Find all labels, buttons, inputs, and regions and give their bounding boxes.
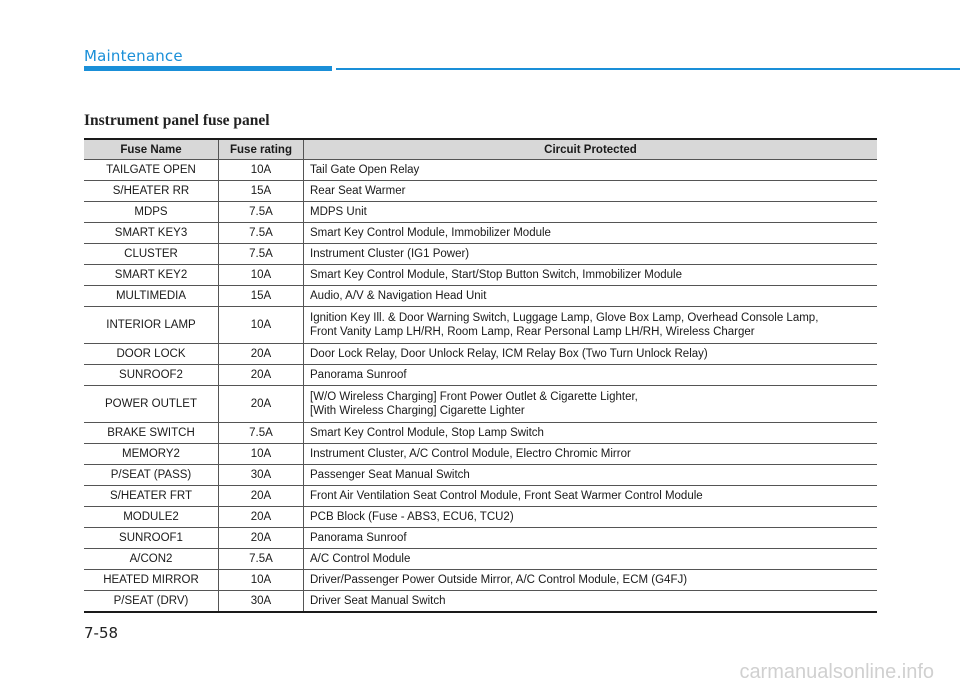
circuit-line: Rear Seat Warmer (310, 185, 406, 197)
fuse-rating-cell: 7.5A (219, 223, 304, 244)
circuit-protected-cell (304, 507, 878, 528)
fuse-name-cell: DOOR LOCK (84, 344, 219, 365)
fuse-rating-cell: 20A (219, 365, 304, 386)
circuit-protected-cell (304, 528, 878, 549)
table-row (84, 223, 877, 244)
fuse-rating-cell: 15A (219, 181, 304, 202)
circuit-protected-cell (304, 307, 878, 344)
circuit-protected-cell (304, 265, 878, 286)
table-header-row (84, 139, 877, 160)
circuit-protected-cell (304, 444, 878, 465)
circuit-line: Door Lock Relay, Door Unlock Relay, ICM Relay Box (Two Turn Unlock Relay) (310, 348, 708, 360)
circuit-protected-cell (304, 344, 878, 365)
circuit-protected-cell (304, 365, 878, 386)
circuit-line: PCB Block (Fuse - ABS3, ECU6, TCU2) (310, 511, 514, 523)
fuse-name-cell: BRAKE SWITCH (84, 423, 219, 444)
circuit-line: Instrument Cluster, A/C Control Module, Electro Chromic Mirror (310, 448, 631, 460)
circuit-line: MDPS Unit (310, 206, 367, 218)
column-header-fuse-rating: Fuse rating (219, 139, 304, 160)
fuse-rating-cell: 10A (219, 307, 304, 344)
table-row (84, 423, 877, 444)
fuse-table (84, 138, 877, 613)
table-row (84, 265, 877, 286)
header-accent-bar (84, 66, 332, 71)
circuit-protected-cell (304, 223, 878, 244)
fuse-rating-cell: 30A (219, 465, 304, 486)
table-row (84, 244, 877, 265)
fuse-name-cell: MDPS (84, 202, 219, 223)
table-row (84, 549, 877, 570)
fuse-name-cell: MULTIMEDIA (84, 286, 219, 307)
page-title: Instrument panel fuse panel (84, 112, 270, 129)
table-row (84, 365, 877, 386)
table-row (84, 486, 877, 507)
fuse-name-cell: SMART KEY3 (84, 223, 219, 244)
circuit-line: Instrument Cluster (IG1 Power) (310, 248, 470, 260)
fuse-rating-cell: 7.5A (219, 549, 304, 570)
fuse-rating-cell: 10A (219, 160, 304, 181)
fuse-name-cell: A/CON2 (84, 549, 219, 570)
circuit-protected-cell (304, 591, 878, 613)
watermark: carmanualsonline.info (739, 661, 934, 683)
table-row (84, 465, 877, 486)
circuit-line: Front Vanity Lamp LH/RH, Room Lamp, Rear Personal Lamp LH/RH, Wireless Charger (310, 326, 755, 338)
circuit-protected-cell (304, 549, 878, 570)
circuit-line: [With Wireless Charging] Cigarette Lighter (310, 405, 525, 417)
table-row (84, 444, 877, 465)
table-row (84, 181, 877, 202)
table-row (84, 202, 877, 223)
circuit-line: Smart Key Control Module, Start/Stop Button Switch, Immobilizer Module (310, 269, 682, 281)
fuse-name-cell: SUNROOF1 (84, 528, 219, 549)
fuse-name-cell: SMART KEY2 (84, 265, 219, 286)
circuit-line: Smart Key Control Module, Stop Lamp Switch (310, 427, 544, 439)
fuse-name-cell: HEATED MIRROR (84, 570, 219, 591)
circuit-line: Driver Seat Manual Switch (310, 595, 446, 607)
circuit-protected-cell (304, 570, 878, 591)
circuit-line: Tail Gate Open Relay (310, 164, 420, 176)
circuit-line: Smart Key Control Module, Immobilizer Module (310, 227, 551, 239)
fuse-rating-cell: 20A (219, 486, 304, 507)
table-row (84, 386, 877, 423)
fuse-rating-cell: 15A (219, 286, 304, 307)
table-row (84, 507, 877, 528)
circuit-line: A/C Control Module (310, 553, 411, 565)
fuse-rating-cell: 7.5A (219, 423, 304, 444)
circuit-protected-cell (304, 160, 878, 181)
fuse-name-cell: MODULE2 (84, 507, 219, 528)
circuit-line: Front Air Ventilation Seat Control Module, Front Seat Warmer Control Module (310, 490, 703, 502)
fuse-name-cell: TAILGATE OPEN (84, 160, 219, 181)
fuse-rating-cell: 30A (219, 591, 304, 613)
circuit-line: Panorama Sunroof (310, 532, 407, 544)
table-row (84, 344, 877, 365)
fuse-rating-cell: 20A (219, 344, 304, 365)
circuit-line: [W/O Wireless Charging] Front Power Outlet & Cigarette Lighter, (310, 391, 638, 403)
fuse-rating-cell: 10A (219, 570, 304, 591)
table-row (84, 570, 877, 591)
table-row (84, 160, 877, 181)
circuit-protected-cell (304, 286, 878, 307)
circuit-protected-cell (304, 244, 878, 265)
circuit-line: Driver/Passenger Power Outside Mirror, A/C Control Module, ECM (G4FJ) (310, 574, 688, 586)
fuse-table-body (84, 160, 877, 613)
circuit-protected-cell (304, 465, 878, 486)
fuse-name-cell: MEMORY2 (84, 444, 219, 465)
fuse-rating-cell: 10A (219, 444, 304, 465)
column-header-fuse-name: Fuse Name (84, 139, 219, 160)
table-row (84, 307, 877, 344)
fuse-name-cell: INTERIOR LAMP (84, 307, 219, 344)
circuit-protected-cell (304, 181, 878, 202)
fuse-rating-cell: 20A (219, 528, 304, 549)
fuse-rating-cell: 10A (219, 265, 304, 286)
circuit-line: Audio, A/V & Navigation Head Unit (310, 290, 487, 302)
fuse-name-cell: POWER OUTLET (84, 386, 219, 423)
header-rule (336, 68, 960, 70)
circuit-protected-cell (304, 423, 878, 444)
column-header-circuit-protected: Circuit Protected (304, 139, 878, 160)
circuit-protected-cell (304, 202, 878, 223)
fuse-rating-cell: 7.5A (219, 244, 304, 265)
fuse-name-cell: S/HEATER FRT (84, 486, 219, 507)
fuse-name-cell: SUNROOF2 (84, 365, 219, 386)
page-number: 7-58 (84, 624, 119, 642)
fuse-name-cell: CLUSTER (84, 244, 219, 265)
circuit-protected-cell (304, 386, 878, 423)
table-row (84, 528, 877, 549)
section-header-title: Maintenance (84, 47, 183, 65)
fuse-name-cell: P/SEAT (PASS) (84, 465, 219, 486)
fuse-name-cell: S/HEATER RR (84, 181, 219, 202)
circuit-line: Ignition Key Ill. & Door Warning Switch, Luggage Lamp, Glove Box Lamp, Overhead Console Lamp, (310, 312, 819, 324)
fuse-name-cell: P/SEAT (DRV) (84, 591, 219, 613)
fuse-rating-cell: 20A (219, 386, 304, 423)
fuse-rating-cell: 7.5A (219, 202, 304, 223)
circuit-line: Passenger Seat Manual Switch (310, 469, 470, 481)
fuse-rating-cell: 20A (219, 507, 304, 528)
table-row (84, 591, 877, 613)
table-row (84, 286, 877, 307)
circuit-line: Panorama Sunroof (310, 369, 407, 381)
circuit-protected-cell (304, 486, 878, 507)
